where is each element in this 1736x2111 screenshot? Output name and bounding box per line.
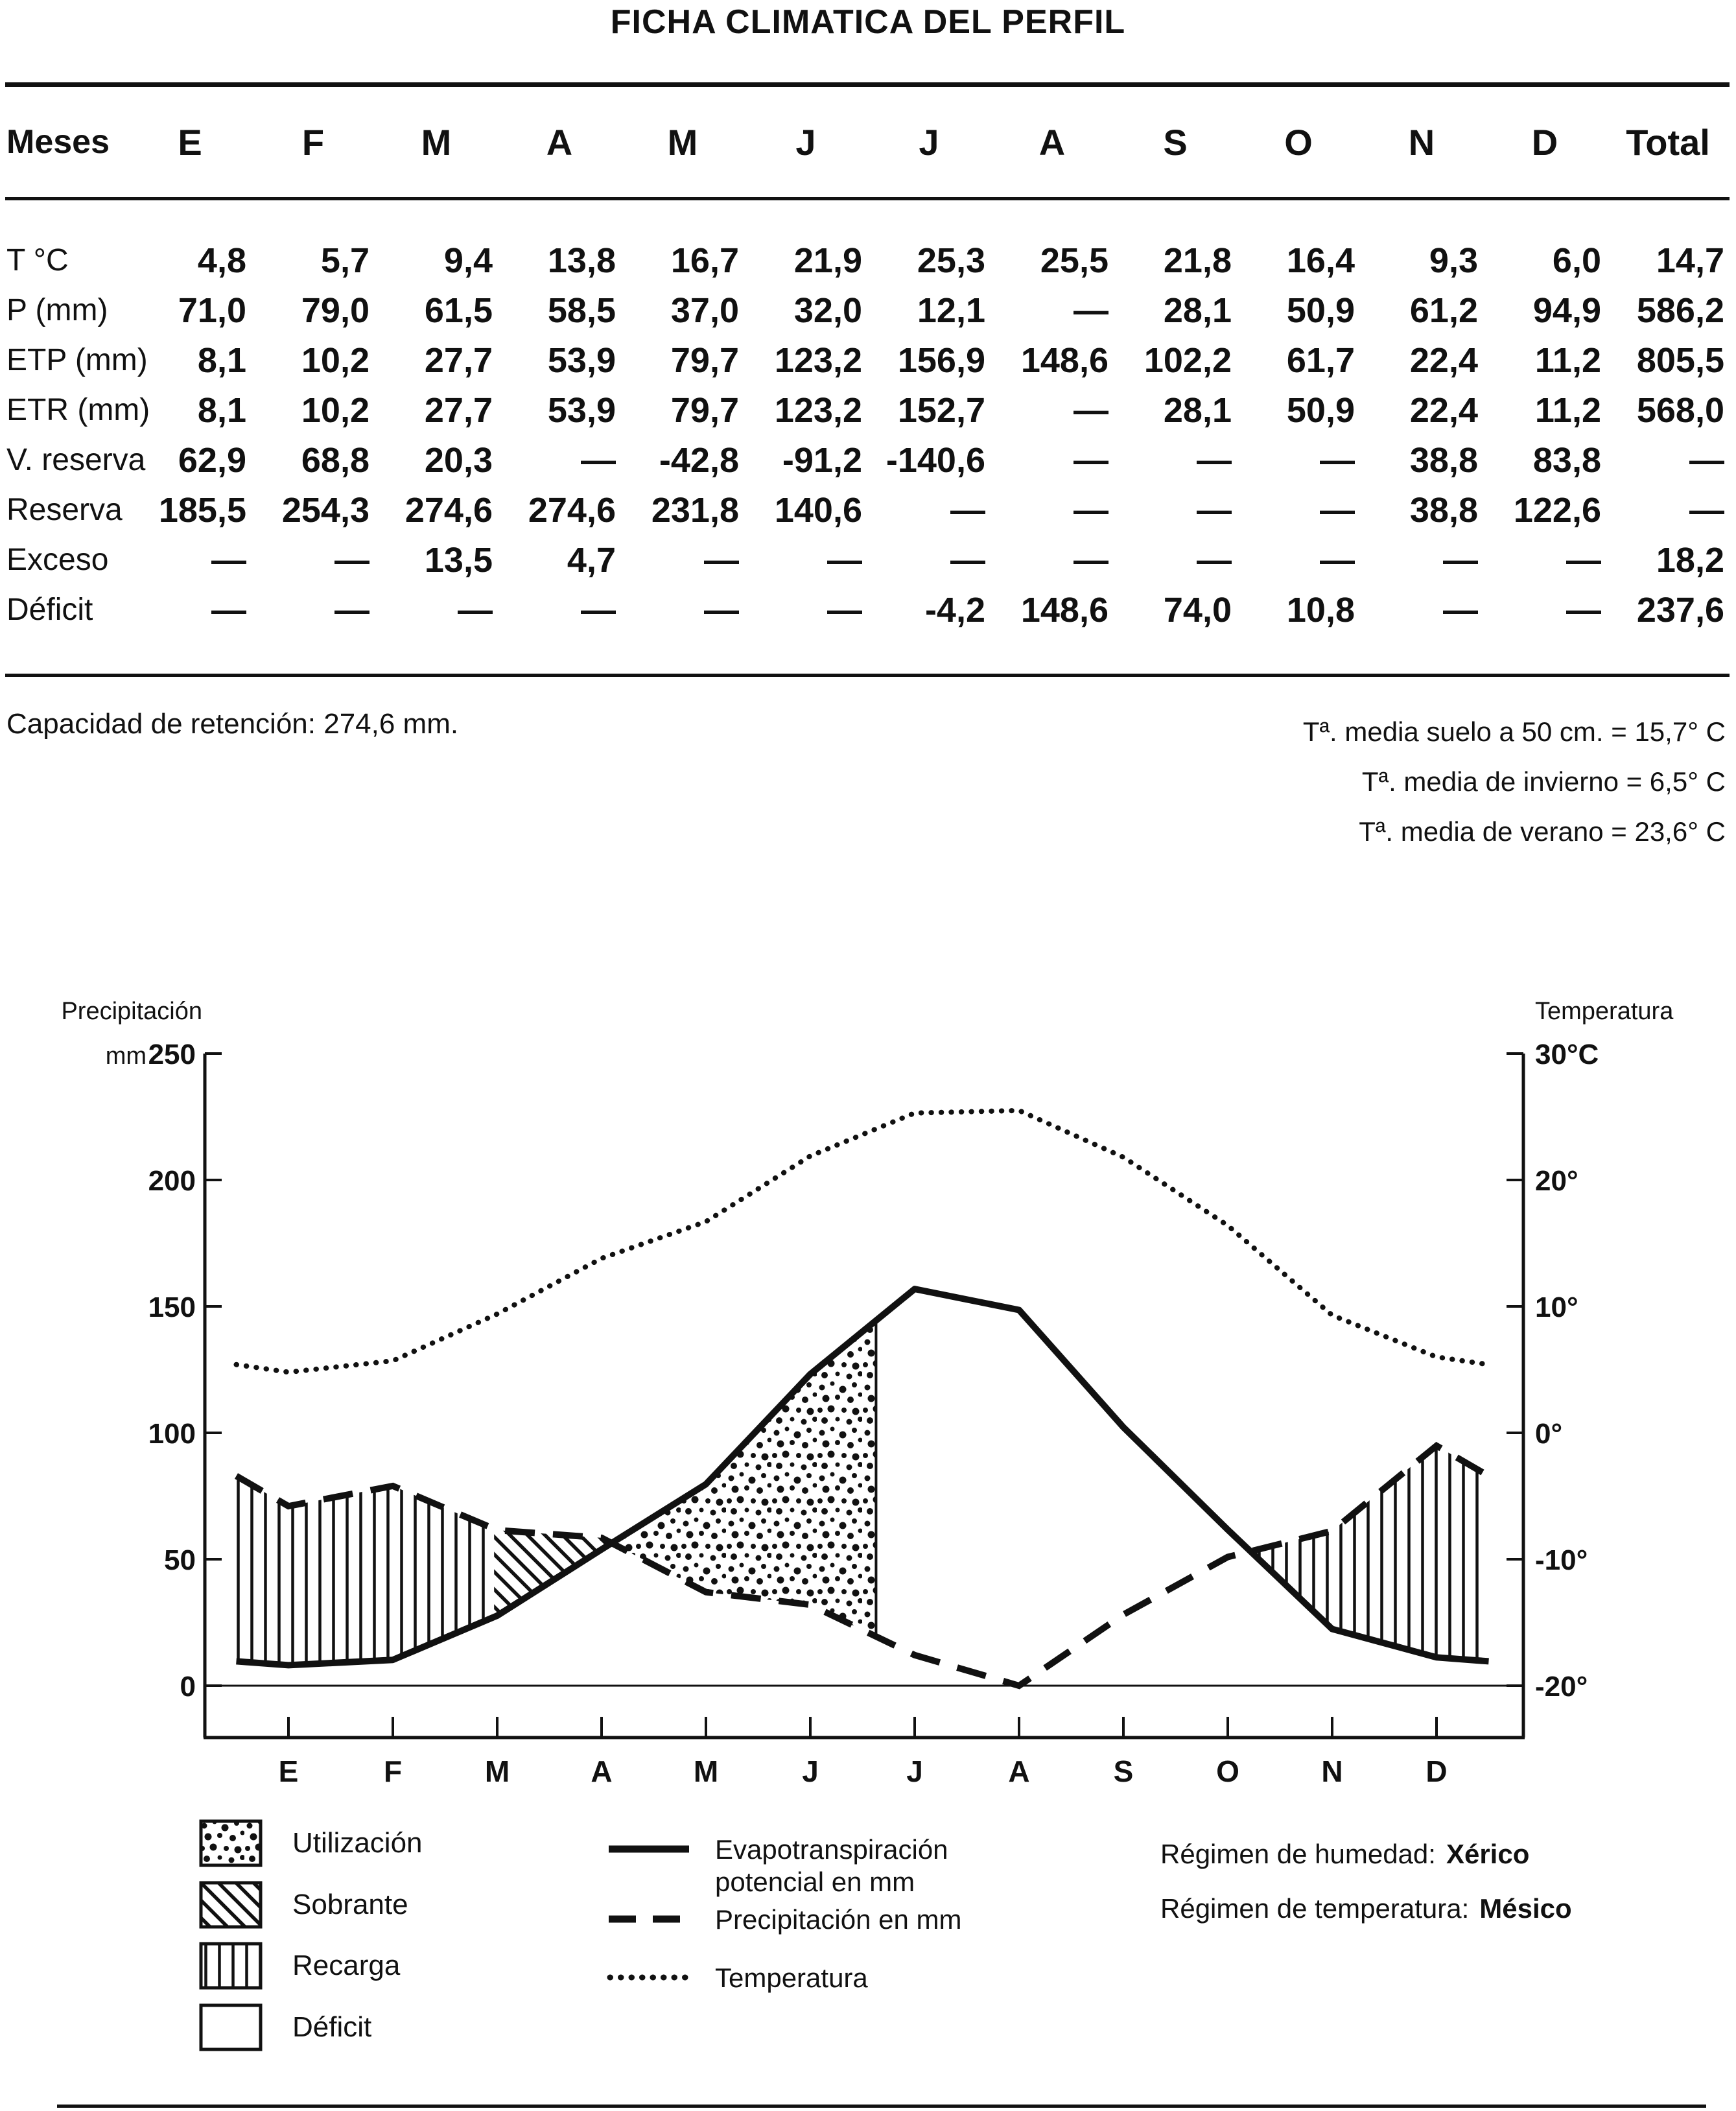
month-label: A	[1008, 1754, 1030, 1788]
cell-value: 152,7	[897, 390, 985, 430]
table-header-total: Total	[1606, 87, 1730, 199]
cell-value: —	[1073, 540, 1108, 580]
cell-value: —	[1073, 490, 1108, 530]
table-header-month-10: O	[1237, 87, 1360, 199]
left-axis-tick-label: 50	[164, 1544, 196, 1576]
cell-value: 61,2	[1409, 290, 1478, 330]
cell-value: —	[1197, 490, 1232, 530]
table-header-month-1: E	[128, 87, 252, 199]
table-header-month-7: J	[867, 87, 991, 199]
cell-value: 148,6	[1020, 340, 1108, 380]
humidity-regime-value: Xérico	[1446, 1839, 1530, 1869]
left-axis-title: Precipitación	[61, 998, 202, 1025]
cell-value: —	[704, 540, 739, 580]
left-axis-tick-label: 150	[148, 1291, 196, 1323]
humidity-regime	[1160, 1839, 1529, 1870]
left-axis-tick-label: 0	[180, 1671, 196, 1703]
row-label: Déficit	[6, 593, 93, 627]
cell-value: 20,3	[424, 440, 493, 480]
cell-value: 185,5	[158, 490, 246, 530]
cell-value: -140,6	[886, 440, 985, 480]
legend-label-utilizacion: Utilización	[292, 1827, 423, 1859]
cell-value: —	[1566, 590, 1601, 630]
cell-value: 50,9	[1286, 290, 1355, 330]
right-axis-tick-label: 20°	[1535, 1165, 1578, 1197]
table-body	[5, 199, 1730, 635]
legend-label-sobrante: Sobrante	[292, 1889, 408, 1920]
table-header-month-2: F	[252, 87, 375, 199]
legend-item-utilizacion	[199, 1819, 423, 1867]
legend-item-recarga	[199, 1942, 400, 1990]
table-header-month-3: M	[375, 87, 498, 199]
table-header-meses: Meses	[5, 87, 128, 199]
row-label: Exceso	[6, 543, 109, 577]
dashed-line-swatch	[606, 1911, 692, 1927]
cell-value: 94,9	[1532, 290, 1601, 330]
left-axis-tick-label: 100	[148, 1418, 196, 1450]
cell-value: —	[334, 590, 369, 630]
cell-value: 123,2	[774, 340, 862, 380]
right-axis-tick-label: -20°	[1535, 1671, 1588, 1703]
cell-value: —	[1443, 540, 1478, 580]
cell-value: 13,5	[424, 540, 493, 580]
cell-value: -91,2	[782, 440, 862, 480]
cell-value: —	[1443, 590, 1478, 630]
cell-total: 586,2	[1636, 290, 1724, 330]
cell-value: 22,4	[1409, 340, 1478, 380]
temperature-regime-value: Mésico	[1479, 1893, 1572, 1924]
cell-value: 37,0	[670, 290, 739, 330]
table-row	[5, 535, 1730, 585]
deficit-pattern-swatch	[199, 2003, 263, 2051]
month-label: F	[383, 1754, 403, 1788]
legend-item-deficit	[199, 2003, 371, 2051]
cell-value: —	[1320, 490, 1355, 530]
retention-capacity-note: Capacidad de retención: 274,6 mm.	[6, 708, 459, 740]
legend-label-precipitation-line1: Precipitación en mm	[715, 1904, 962, 1935]
cell-value: —	[1197, 540, 1232, 580]
cell-value: 11,2	[1534, 340, 1601, 380]
cell-value: 61,5	[424, 290, 493, 330]
cell-value: 274,6	[405, 490, 493, 530]
cell-value: —	[581, 590, 616, 630]
cell-value: —	[827, 540, 862, 580]
cell-value: —	[950, 490, 985, 530]
left-axis-tick-label: 250	[148, 1039, 196, 1070]
recarga-pattern-swatch	[199, 1942, 263, 1990]
month-label: O	[1216, 1754, 1239, 1788]
cell-value: 27,7	[424, 340, 493, 380]
cell-value: -4,2	[924, 590, 985, 630]
cell-value: 13,8	[547, 241, 616, 280]
row-label: ETR (mm)	[6, 393, 150, 427]
cell-total: 805,5	[1636, 340, 1724, 380]
table-header-month-8: A	[991, 87, 1114, 199]
cell-value: 62,9	[178, 440, 246, 480]
cell-value: 38,8	[1409, 490, 1478, 530]
legend-label-precipitation	[715, 1904, 961, 1936]
legend-label-etp-line2: potencial en mm	[715, 1866, 915, 1897]
cell-value: 68,8	[301, 440, 369, 480]
cell-value: —	[211, 590, 246, 630]
cell-value: 28,1	[1163, 290, 1232, 330]
row-label: Reserva	[6, 493, 123, 527]
cell-value: 21,8	[1163, 241, 1232, 280]
cell-value: 6,0	[1552, 241, 1601, 280]
water-balance-chart	[0, 973, 1736, 1815]
cell-value: 79,7	[670, 390, 739, 430]
cell-value: 21,9	[793, 241, 862, 280]
cell-value: 148,6	[1020, 590, 1108, 630]
cell-value: 25,5	[1040, 241, 1108, 280]
table-row	[5, 485, 1730, 535]
cell-value: —	[581, 440, 616, 480]
cell-value: 53,9	[547, 340, 616, 380]
area-recarga-right	[1250, 1446, 1488, 1662]
cell-value: —	[334, 540, 369, 580]
cell-total: 18,2	[1656, 540, 1724, 580]
cell-value: —	[458, 590, 493, 630]
cell-total: —	[1689, 440, 1724, 480]
legend-label-etp	[715, 1834, 948, 1898]
month-label: D	[1425, 1754, 1448, 1788]
month-label: M	[693, 1754, 719, 1788]
note-winter-temp: Tª. media de invierno = 6,5° C	[1361, 766, 1726, 797]
utilizacion-pattern-swatch	[199, 1819, 263, 1867]
cell-value: 11,2	[1534, 390, 1601, 430]
cell-value: 79,7	[670, 340, 739, 380]
solid-line-swatch	[606, 1841, 692, 1857]
cell-value: 74,0	[1163, 590, 1232, 630]
left-axis-tick-label: 200	[148, 1165, 196, 1197]
cell-value: 274,6	[528, 490, 616, 530]
climate-table	[5, 87, 1730, 635]
cell-value: 61,7	[1286, 340, 1355, 380]
cell-value: 10,8	[1286, 590, 1355, 630]
cell-value: 27,7	[424, 390, 493, 430]
cell-value: —	[827, 590, 862, 630]
legend-item-sobrante	[199, 1881, 408, 1929]
cell-value: 50,9	[1286, 390, 1355, 430]
cell-value: 32,0	[793, 290, 862, 330]
row-label: T °C	[6, 243, 69, 277]
dotted-line-swatch	[606, 1970, 692, 1985]
legend-label-temperature	[715, 1962, 868, 1994]
month-label: E	[278, 1754, 299, 1788]
cell-value: 5,7	[320, 241, 369, 280]
cell-value: —	[1566, 540, 1601, 580]
month-label: J	[802, 1754, 819, 1788]
month-label: M	[484, 1754, 510, 1788]
soil-temperature-notes	[1303, 707, 1726, 856]
cell-value: 10,2	[301, 340, 369, 380]
cell-value: 28,1	[1163, 390, 1232, 430]
table-header-month-6: J	[744, 87, 867, 199]
table-row	[5, 435, 1730, 485]
cell-value: —	[704, 590, 739, 630]
table-header-month-11: N	[1360, 87, 1483, 199]
table-header-month-12: D	[1483, 87, 1606, 199]
legend-item-precipitation-line	[606, 1904, 961, 1936]
temperature-regime	[1160, 1893, 1572, 1924]
row-label: ETP (mm)	[6, 343, 148, 377]
cell-value: 38,8	[1409, 440, 1478, 480]
cell-value: —	[1073, 390, 1108, 430]
cell-value: 156,9	[897, 340, 985, 380]
cell-value: 12,1	[917, 290, 985, 330]
note-soil-temp: Tª. media suelo a 50 cm. = 15,7° C	[1302, 716, 1726, 747]
right-axis-tick-label: 30°C	[1535, 1039, 1599, 1070]
cell-total: 237,6	[1636, 590, 1724, 630]
cell-value: 25,3	[917, 241, 985, 280]
row-label: P (mm)	[6, 293, 108, 327]
cell-value: —	[950, 540, 985, 580]
table-row	[5, 585, 1730, 635]
cell-value: 231,8	[651, 490, 739, 530]
month-label: J	[906, 1754, 923, 1788]
cell-value: —	[1073, 440, 1108, 480]
table-header-month-9: S	[1114, 87, 1237, 199]
cell-value: 83,8	[1532, 440, 1601, 480]
climate-table-block	[5, 82, 1730, 677]
month-label: A	[591, 1754, 613, 1788]
cell-value: 254,3	[281, 490, 369, 530]
cell-value: —	[1073, 290, 1108, 330]
cell-value: 4,8	[197, 241, 246, 280]
cell-value: 102,2	[1144, 340, 1232, 380]
cell-value: 53,9	[547, 390, 616, 430]
cell-value: —	[1320, 540, 1355, 580]
right-axis-title: Temperatura	[1535, 998, 1674, 1025]
cell-value: —	[211, 540, 246, 580]
cell-value: 4,7	[567, 540, 616, 580]
cell-value: 8,1	[197, 340, 246, 380]
area-utilizacion	[612, 1321, 876, 1636]
table-header-month-4: A	[498, 87, 621, 199]
legend-item-temperature-line	[606, 1962, 868, 1994]
cell-value: 123,2	[774, 390, 862, 430]
table-row	[5, 199, 1730, 286]
temperature-regime-label: Régimen de temperatura:	[1160, 1893, 1470, 1924]
table-row	[5, 335, 1730, 385]
bottom-rule	[57, 2105, 1706, 2108]
cell-value: —	[1320, 440, 1355, 480]
legend-label-recarga: Recarga	[292, 1950, 401, 1981]
cell-total: —	[1689, 490, 1724, 530]
right-axis-tick-label: 0°	[1535, 1418, 1563, 1450]
legend-label-temperature-line1: Temperatura	[715, 1963, 868, 1993]
humidity-regime-label: Régimen de humedad:	[1160, 1839, 1436, 1869]
cell-total: 568,0	[1636, 390, 1724, 430]
left-axis-unit: mm	[105, 1043, 147, 1070]
sobrante-pattern-swatch	[199, 1881, 263, 1929]
table-row	[5, 285, 1730, 335]
cell-total: 14,7	[1656, 241, 1724, 280]
cell-value: —	[1197, 440, 1232, 480]
table-row	[5, 385, 1730, 435]
table-head	[5, 87, 1730, 199]
table-header-month-5: M	[621, 87, 744, 199]
row-label: V. reserva	[6, 443, 146, 477]
cell-value: -42,8	[659, 440, 739, 480]
cell-value: 58,5	[547, 290, 616, 330]
right-axis-tick-label: 10°	[1535, 1291, 1578, 1323]
month-label: S	[1113, 1754, 1134, 1788]
cell-value: 8,1	[197, 390, 246, 430]
note-summer-temp: Tª. media de verano = 23,6° C	[1359, 816, 1726, 847]
page-title: FICHA CLIMATICA DEL PERFIL	[610, 3, 1126, 41]
month-label: N	[1321, 1754, 1343, 1788]
legend-label-deficit: Déficit	[292, 2011, 372, 2043]
cell-value: 140,6	[774, 490, 862, 530]
legend-item-etp-line	[606, 1834, 948, 1898]
cell-value: 122,6	[1513, 490, 1601, 530]
cell-value: 10,2	[301, 390, 369, 430]
right-axis-tick-label: -10°	[1535, 1544, 1588, 1576]
cell-value: 9,3	[1429, 241, 1478, 280]
cell-value: 16,4	[1286, 241, 1355, 280]
cell-value: 71,0	[178, 290, 246, 330]
legend-label-etp-line1: Evapotranspiración	[715, 1834, 948, 1865]
cell-value: 9,4	[443, 241, 493, 280]
cell-value: 79,0	[301, 290, 369, 330]
cell-value: 16,7	[670, 241, 739, 280]
cell-value: 22,4	[1409, 390, 1478, 430]
table-header-row	[5, 87, 1730, 199]
